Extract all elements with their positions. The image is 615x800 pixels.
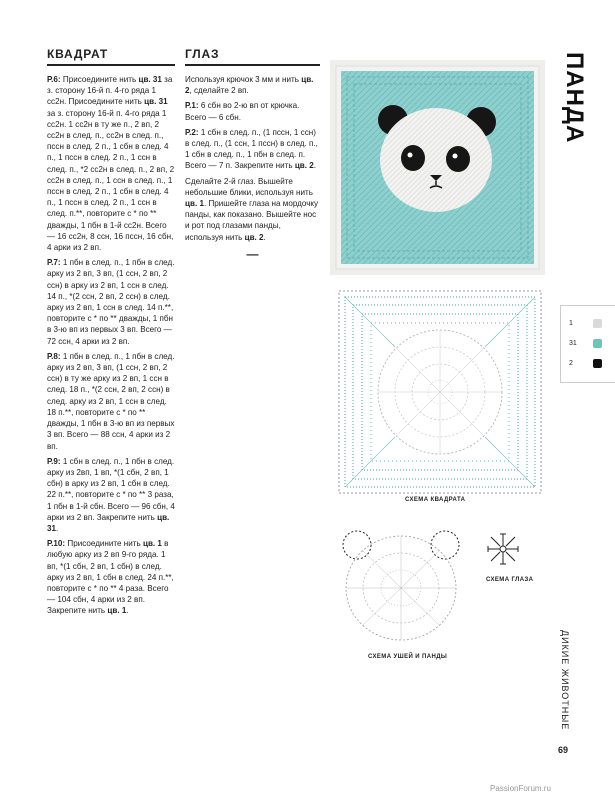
ears-head-drawing (335, 520, 470, 650)
section-title-square: КВАДРАТ (47, 47, 109, 61)
title-rule (185, 64, 320, 66)
panda-left-eye (401, 145, 425, 171)
eye-row-2-text: Р.2: 1 сбн в след. п., (1 пссн, 1 ссн) в след. п., (1 ссн, 1 пссн) в след. п., 1 сбн в след. п., 1 пбн в след. п. Всего — 7 п. Закрепите нить цв. 2. (185, 127, 318, 171)
panda-head (380, 108, 492, 212)
eye-chart (482, 528, 524, 570)
caption-square-chart: СХЕМА КВАДРАТА (405, 497, 466, 503)
page-number: 69 (558, 745, 569, 755)
end-mark: — (246, 246, 259, 261)
legend-item: 1 (567, 318, 611, 332)
side-category: ДИКИЕ ЖИВОТНЫЕ (560, 630, 570, 731)
square-instructions-column (47, 47, 175, 621)
square-chart-drawing (335, 287, 545, 497)
color-legend (560, 305, 615, 383)
row-8-text: Р.8: 1 пбн в след. п., 1 пбн в след. арку из 2 вп, 3 вп, (1 ссн, 2 вп, 2 ссн) в ту же арку из 2 вп, 1 ссн в след. 18 п., *(2 ссн, 2 вп, 2 ссн) в след. арку из 2 вп, 1 ссн в след. 18 п.**, повторите с * по ** дважды, 1 пбн в 3-ю вп из первых 3 вп. Всего — 88 ссн, 4 арки из 2 вп. (47, 351, 175, 451)
eye-intro-text: Используя крючок 3 мм и нить цв. 2, сделайте 2 вп. (185, 75, 314, 96)
eye-instructions-column (185, 47, 320, 261)
panda-right-eye (446, 146, 470, 172)
panda-square-photo (330, 60, 545, 275)
side-title: ПАНДА (561, 52, 588, 144)
legend-swatch (593, 319, 602, 328)
eye-note-text: Сделайте 2-й глаз. Вышейте небольшие блики, используя нить цв. 1. Пришейте глаза на мордочку панды, как показано. Вышейте нос и рот под глазами панды, используя нить цв. 2. (185, 176, 319, 242)
eye-row-1-text: Р.1: 6 сбн во 2-ю вп от крючка. Всего — 6 сбн. (185, 101, 300, 122)
section-title-eye: ГЛАЗ (185, 47, 220, 61)
photo-illustration (330, 60, 545, 275)
legend-swatch (593, 339, 602, 348)
title-rule (47, 64, 175, 66)
caption-ears-chart: СХЕМА УШЕЙ И ПАНДЫ (368, 654, 448, 660)
legend-swatch (593, 359, 602, 368)
legend-item: 31 (567, 338, 611, 352)
caption-eye-chart: СХЕМА ГЛАЗА (486, 577, 534, 583)
watermark: PassionForum.ru (490, 784, 551, 793)
row-10-text: Р.10: Присоедините нить цв. 1 в любую арку из 2 вп 9-го ряда. 1 вп, *(1 сбн, 2 вп, 1 сбн) в след. арку из 2 вп, 1 сбн в след. 24 п.**, повторите с * по ** 4 раза. Всего — 104 сбн, 4 арки из 2 вп. Закрепите нить цв. 1. (47, 539, 174, 616)
legend-item: 2 (567, 358, 611, 372)
eye-chart-drawing (482, 528, 524, 570)
square-chart (335, 287, 545, 497)
row-7-text: Р.7: 1 пбн в след. п., 1 пбн в след. арку из 2 вп, 3 вп, (1 ссн, 2 вп, 2 ссн) в арку из 2 вп, 1 ссн в след. 14 п., *(2 ссн, 2 вп, 2 ссн) в след. арку из 2 вп, 1 ссн в след. 14 п.**, повторите с * по ** дважды, 1 пбн в 3-ю вп из первых 3 вп. Всего — 72 ссн, 4 арки из 2 вп. (47, 258, 175, 346)
row-9-text: Р.9: 1 сбн в след. п., 1 пбн в след. арку из 2вп, 1 вп, *(1 сбн, 2 вп, 1 сбн) в арку из 2 вп, 1 сбн в след. 22 п.**, повторите с * по ** 3 раза, 1 пбн в 1-й сбн. Всего — 96 сбн, 4 арки из 2 вп. Закрепите нить цв. 31. (47, 456, 175, 533)
ears-head-chart (335, 520, 470, 650)
row-6-text: Р.6: Присоедините нить цв. 31 за з. сторону 16-й п. 4-го ряда 1 сс2н. Присоедините нить цв. 31 за з. сторону 16-й п. 4-го ряда 1 сс2н. 1 сс2н в ту же п., 2 вп, 2 сс2н в след. п., сс2н в след. п., пссн в след. 2 п., 1 сбн в след. 4 п., 1 пссн в след. 2 п., 1 ссн в след. п., *2 сс2н в след. п., 2 вп, 2 сс2н в след. п., 1 ссн в след. п., 1 пссн в след. 2 п., 1 сбн в след. 4 п., 1 пссн в след. 2 п., 1 ссн в след. п.**, повторите с * по ** дважды, 1 пбн в 1-й сс2н. Всего — 16 сс2н, 8 ссн, 16 пссн, 16 сбн, 4 арки из 2 вп. (47, 75, 175, 253)
